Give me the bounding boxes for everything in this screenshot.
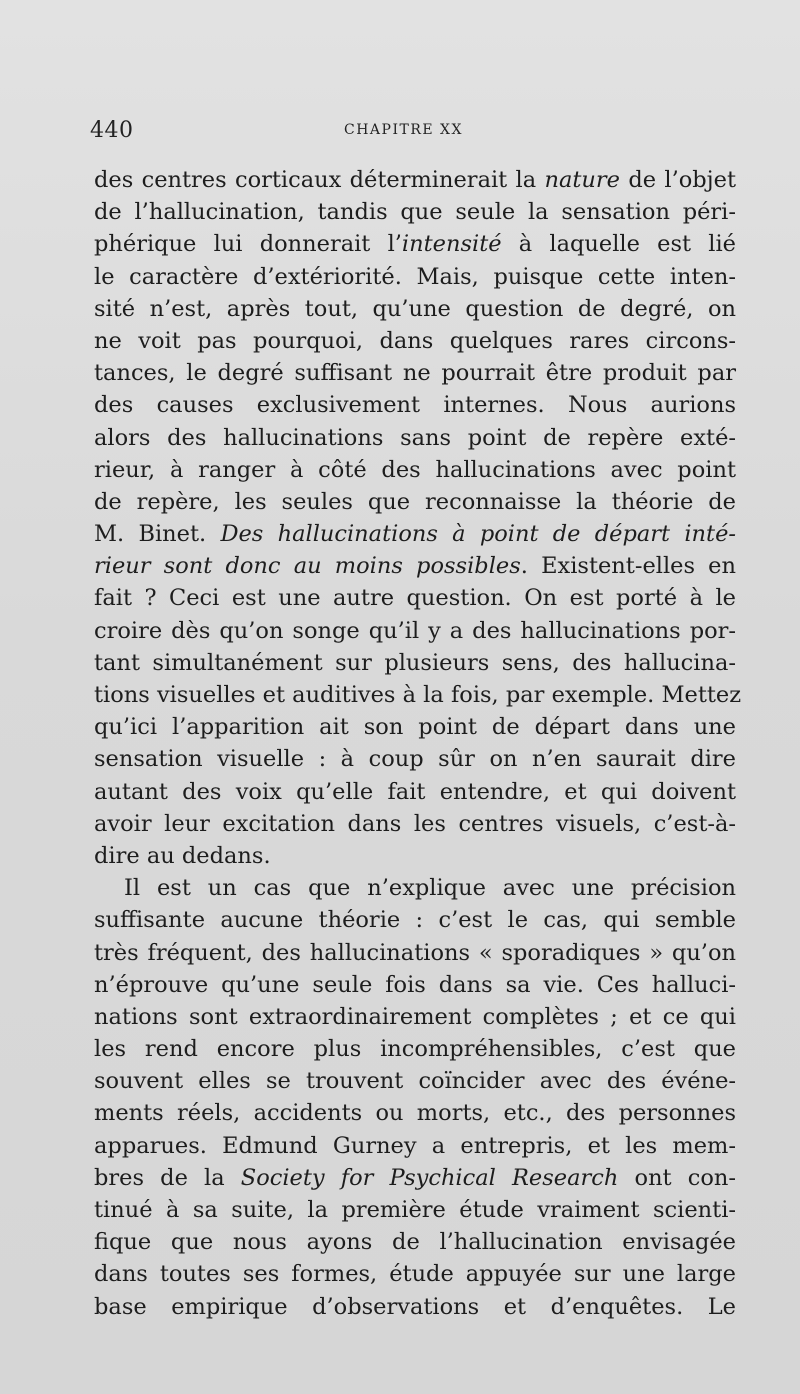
text-line (94, 261, 736, 293)
text-line (94, 711, 736, 743)
text-line (94, 1033, 736, 1065)
text-span: qu’ici l’apparition ait son point de départ dans une (94, 714, 736, 741)
text-span: alors des hallucinations sans point de repère exté- (94, 424, 736, 451)
text-line (94, 1097, 736, 1129)
text-span: les rend encore plus incompréhensibles, c’est que (94, 1036, 736, 1063)
text-span: fique que nous ayons de l’hallucination envisagée (94, 1229, 736, 1256)
text-line (94, 454, 736, 486)
text-span: des centres corticaux déterminerait la (94, 167, 545, 193)
text-line (94, 325, 736, 357)
text-line (94, 776, 736, 808)
text-line (94, 293, 736, 325)
text-line (94, 422, 736, 454)
text-line (94, 1291, 736, 1323)
running-head (90, 118, 730, 148)
text-line (94, 808, 736, 840)
text-span: sité n’est, après tout, qu’une question de degré, on (94, 295, 736, 322)
text-span: bres de la (94, 1164, 241, 1191)
text-span: très fréquent, des hallucinations « sporadiques » qu’on (94, 939, 736, 966)
chapter-title: CHAPITRE XX (344, 122, 463, 138)
text-span: tances, le degré suffisant ne pourrait être produit par (94, 360, 736, 387)
text-span: souvent elles se trouvent coïncider avec des événe- (94, 1068, 736, 1095)
text-span: le caractère d’extériorité. Mais, puisque cette inten- (94, 263, 736, 290)
italic-text: Des hallucinations à point de départ inté- (220, 521, 736, 548)
text-span: de l’objet (620, 167, 736, 193)
text-line (94, 647, 736, 679)
page-number: 440 (90, 118, 134, 143)
text-line (94, 228, 736, 260)
italic-text: rieur sont donc au moins possibles (94, 553, 521, 580)
text-line (94, 1226, 736, 1258)
italic-text: nature (544, 167, 620, 193)
text-line (94, 1001, 736, 1033)
text-span: sensation visuelle : à coup sûr on n’en saurait dire (94, 746, 736, 773)
text-line (94, 1258, 736, 1290)
text-line (94, 840, 736, 872)
text-span: base empirique d’observations et d’enquêtes. Le (94, 1293, 736, 1320)
text-span: dire au dedans. (94, 842, 271, 869)
text-line (94, 1065, 736, 1097)
text-span: dans toutes ses formes, étude appuyée sur une large (94, 1261, 736, 1288)
text-span: . Existent-elles en (520, 553, 736, 580)
text-span: des causes exclusivement internes. Nous aurions (94, 392, 736, 419)
text-span: de l’hallucination, tandis que seule la sensation péri- (94, 199, 736, 226)
text-line (94, 615, 736, 647)
text-span: ne voit pas pourquoi, dans quelques rares circons- (94, 327, 736, 354)
text-span: croire dès qu’on songe qu’il y a des hallucinations por- (94, 617, 736, 644)
text-span: apparues. Edmund Gurney a entrepris, et les mem- (94, 1132, 736, 1159)
text-line (94, 743, 736, 775)
italic-text: intensité (401, 231, 502, 258)
text-line (94, 679, 742, 711)
text-span: ments réels, accidents ou morts, etc., des personnes (94, 1100, 736, 1127)
text-span: fait ? Ceci est une autre question. On est porté à le (94, 585, 736, 612)
text-line (94, 872, 736, 904)
text-line (94, 1162, 736, 1194)
text-line (94, 357, 736, 389)
text-span: nations sont extraordinairement complètes ; et ce qui (94, 1003, 736, 1030)
text-span: avoir leur excitation dans les centres visuels, c’est-à- (94, 810, 736, 837)
text-span: à laquelle est lié (501, 231, 736, 258)
text-span: ont con- (618, 1164, 736, 1191)
text-span: M. Binet. (94, 521, 221, 548)
text-span: n’éprouve qu’une seule fois dans sa vie. Ces halluci- (94, 971, 736, 998)
text-line (94, 904, 736, 936)
text-line (94, 1194, 736, 1226)
text-span: tions visuelles et auditives à la fois, par exemple. Mettez (94, 682, 742, 708)
text-line (94, 518, 736, 550)
text-line (94, 164, 736, 196)
text-span: phérique lui donnerait l’ (94, 231, 402, 258)
italic-text: Society for Psychical Research (240, 1164, 619, 1191)
body-text (94, 164, 742, 1323)
text-span: tinué à sa suite, la première étude vraiment scienti- (94, 1197, 736, 1223)
text-span: rieur, à ranger à côté des hallucinations avec point (94, 456, 736, 483)
text-line (94, 1130, 736, 1162)
text-line (94, 582, 736, 614)
text-span: tant simultanément sur plusieurs sens, des hallucina- (94, 649, 736, 676)
text-span: de repère, les seules que reconnaisse la théorie de (94, 488, 736, 515)
text-line (94, 389, 736, 421)
text-span: suffisante aucune théorie : c’est le cas, qui semble (94, 907, 736, 934)
text-span: autant des voix qu’elle fait entendre, et qui doivent (94, 778, 736, 805)
text-span: Il est un cas que n’explique avec une précision (124, 875, 736, 902)
text-line (94, 937, 736, 969)
text-line (94, 550, 736, 582)
text-line (94, 486, 736, 518)
text-line (94, 196, 736, 228)
text-line (94, 969, 736, 1001)
